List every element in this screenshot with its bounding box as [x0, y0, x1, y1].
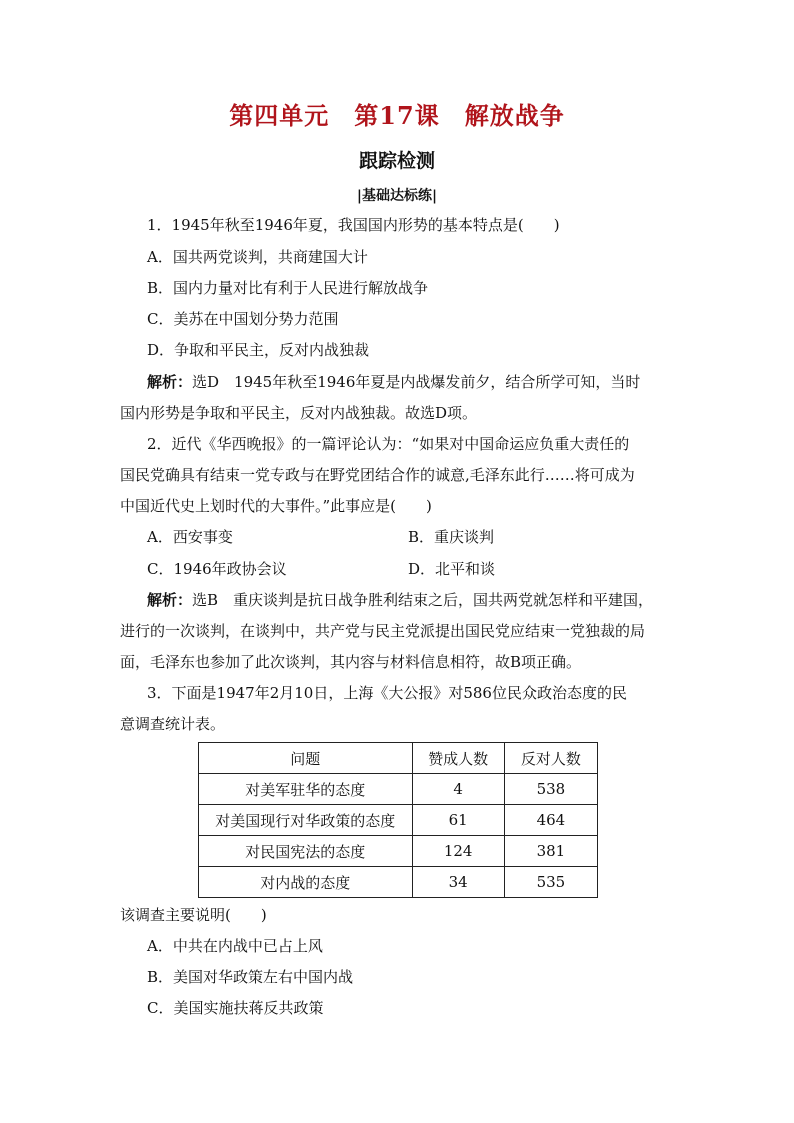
q1-analysis-continued: 国内形势是争取和平民主，反对内战独裁。故选D项。	[120, 404, 478, 422]
table-cell: 124	[412, 836, 504, 867]
q3-option-c: C．美国实施扶蒋反共政策	[147, 999, 324, 1017]
table-header: 赞成人数	[412, 743, 504, 774]
q2-option-d: D．北平和谈	[408, 560, 496, 578]
table-cell: 对内战的态度	[199, 867, 413, 898]
table-cell: 对民国宪法的态度	[199, 836, 413, 867]
q3-stem-line1: 3．下面是1947年2月10日，上海《大公报》对586位民众政治态度的民	[147, 684, 627, 702]
q3-stem-line2: 意调查统计表。	[120, 715, 226, 733]
table-header-row	[199, 743, 598, 774]
table-row	[199, 867, 598, 898]
q1-analysis-text: 选D 1945年秋至1946年夏是内战爆发前夕，结合所学可知，当时	[192, 373, 641, 391]
q1-option-c: C．美苏在中国划分势力范围	[147, 310, 339, 328]
lesson-title: 第四单元 第17课 解放战争	[229, 101, 565, 130]
q1-analysis-label: 解析：	[147, 373, 193, 391]
q1-stem: 1．1945年秋至1946年夏，我国国内形势的基本特点是( )	[147, 216, 560, 234]
q1-option-b: B．国内力量对比有利于人民进行解放战争	[147, 279, 429, 297]
q1-option-a: A．国共两党谈判，共商建国大计	[147, 248, 368, 266]
q2-stem-line2: 国民党确具有结束一党专政与在野党团结合作的诚意,毛泽东此行……将可成为	[120, 466, 635, 484]
q2-stem-line1: 2．近代《华西晚报》的一篇评论认为：“如果对中国命运应负重大责任的	[147, 435, 630, 453]
table-header: 问题	[199, 743, 413, 774]
q2-option-b: B．重庆谈判	[408, 528, 495, 546]
q2-analysis-continued-2: 面，毛泽东也参加了此次谈判，其内容与材料信息相符，故B项正确。	[120, 653, 582, 671]
table-cell: 381	[504, 836, 597, 867]
table-row	[199, 774, 598, 805]
q1-option-d: D．争取和平民主，反对内战独裁	[147, 341, 370, 359]
survey-table	[198, 742, 598, 898]
q3-option-b: B．美国对华政策左右中国内战	[147, 968, 354, 986]
table-cell: 4	[412, 774, 504, 805]
q3-question: 该调查主要说明( )	[120, 906, 267, 924]
table-cell: 对美国现行对华政策的态度	[199, 805, 413, 836]
table-cell: 对美军驻华的态度	[199, 774, 413, 805]
table-cell: 61	[412, 805, 504, 836]
q2-option-c: C．1946年政协会议	[147, 560, 287, 578]
q2-analysis-line	[147, 590, 653, 610]
q2-analysis-continued-1: 进行的一次谈判，在谈判中，共产党与民主党派提出国民党应结束一党独裁的局	[120, 622, 646, 640]
q3-option-a: A．中共在内战中已占上风	[147, 937, 323, 955]
page-subtitle: 跟踪检测	[358, 150, 435, 172]
table-cell: 464	[504, 805, 597, 836]
table-row	[199, 836, 598, 867]
table-header: 反对人数	[504, 743, 597, 774]
table-cell: 535	[504, 867, 597, 898]
section-label: |基础达标练|	[356, 188, 438, 204]
table-cell: 538	[504, 774, 597, 805]
table-cell: 34	[412, 867, 504, 898]
table-row	[199, 805, 598, 836]
q2-option-a: A．西安事变	[147, 528, 233, 546]
q2-analysis-label: 解析：	[147, 591, 193, 609]
q1-analysis-line	[147, 372, 640, 392]
q2-analysis-text: 选B 重庆谈判是抗日战争胜利结束之后，国共两党就怎样和平建国，	[192, 591, 654, 609]
q2-stem-line3: 中国近代史上划时代的大事件。”此事应是( )	[120, 497, 432, 515]
